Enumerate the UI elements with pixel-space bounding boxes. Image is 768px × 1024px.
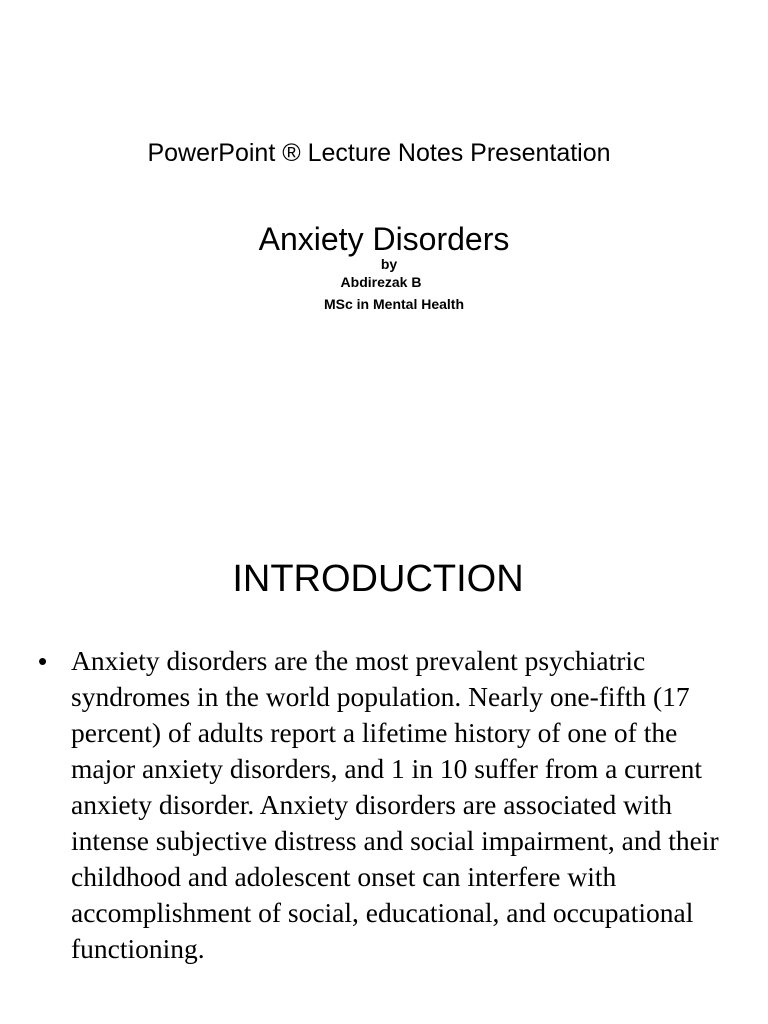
author-credential: MSc in Mental Health <box>323 296 465 312</box>
slide-title: INTRODUCTION <box>232 558 524 600</box>
author-name: Abdirezak B <box>340 274 422 290</box>
bullet-text: Anxiety disorders are the most prevalent psychiatric syndromes in the world population. Nearly one-fifth (17 percent) of adults report a lifetime history of one of the major anxiety disorders, and 1 in 10 suffer from a current anxiety disorder. Anxiety disorders are associated with intense subjective distress and social impairment, and their childhood and adolescent onset can interfere with accomplishment of social, educational, and occupational functioning. <box>71 645 719 964</box>
bullet-item <box>38 643 738 967</box>
bullet-icon: • <box>38 646 48 676</box>
presentation-header: PowerPoint ® Lecture Notes Presentation <box>147 139 611 167</box>
presentation-title: Anxiety Disorders <box>258 221 510 257</box>
bullet-list <box>38 643 738 967</box>
byline-by: by <box>380 256 398 272</box>
introduction-slide <box>0 512 768 1024</box>
